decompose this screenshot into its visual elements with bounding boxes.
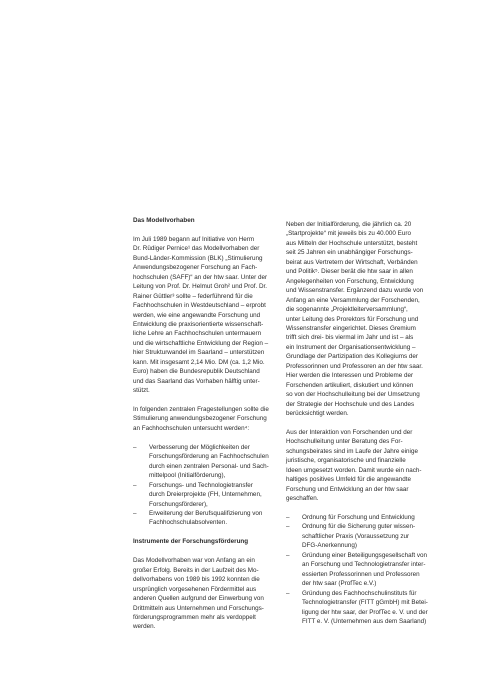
paragraph: Aus der Interaktion von Forschenden und der Hochschulleitung unter Beratung des For- schungsbeirates sind im Laufe der Jahre einige juristische, organisatorische und finanzielle Ideen umgesetzt worden. Damit wurde ein nach- haltiges positives Umfeld für die angewandte Forschung und Entwicklung an der htw saar geschaffen.	[286, 428, 422, 503]
paragraph: In folgenden zentralen Fragestellungen sollte die Stimulierung anwendungsbezogener Forschung an Fachhochschulen untersucht werden⁴:	[133, 406, 269, 432]
section-heading-instrumente: Instrumente der Forschungsförderung	[133, 538, 249, 546]
section-heading-modellvorhaben: Das Modellvorhaben	[133, 217, 195, 224]
list-item: – Forschungs- und Technologietransfer durch Dreierprojekte (FH, Unternehmen, Forschungsförderer),	[133, 481, 262, 508]
paragraph: Neben der Initialförderung, die jährlich ca. 20 „Startprojekte“ mit jeweils bis zu 40.000 Euro aus Mitteln der Hochschule unterstützt, besteht seit 25 Jahren ein unabhängiger Forschungs- beirat aus Vertretern der Wirtschaft, Verbänden und Politik⁵. Dieser berät die htw saar in allen Angelegenheiten von Forschung, Entwicklung und Wissenstransfer. Ergänzend dazu wurde von Anfang an eine Versammlung der Forschenden, die sogenannte „Projektleiterversammlung“, unter Leitung des Prorektors für Forschung und Wissenstransfer eingerichtet. Dieses Gremium trifft sich drei- bis viermal im Jahr und ist – als ein Instrument der Organisationsentwicklung – Grundlage der Partizipation des Kollegiums der Professorinnen und Professoren an der htw saar. Hier werden die Interessen und Probleme der Forschenden artikuliert, diskutiert und können so von der Hochschulleitung bei der Umsetzung der Strategie der Hochschule und des Landes berücksichtigt werden.	[286, 221, 424, 418]
list-item: – Ordnung für Forschung und Entwicklung	[286, 514, 415, 522]
list-item: – Gründung einer Beteiligungsgesellschaft von an Forschung und Technologietransfer inter- essierten Professorinnen und Professoren der htw saar (ProfTec e.V.)	[286, 551, 427, 588]
list-item: – Ordnung für die Sicherung guter wissen- schaftlicher Praxis (Voraussetzung zur DFG-Anerkennung)	[286, 523, 416, 550]
dash-bullet: –	[133, 443, 137, 451]
paragraph: Im Juli 1989 begann auf Initiative von Herm Dr. Rüdiger Pernice¹ das Modellvorhaben der Bund-Länder-Kommission (BLK) „Stimulierung Anwendungsbezogener Forschung an Fach- hochschulen (SAFF)“ an der htw saar. Unter der Leitung von Prof. Dr. Helmut Groh² und Prof. Dr. Rainer Güttler³ sollte – federführend für die Fachhochschulen in Westdeutschland – erprobt werden, wie eine angewandte Forschung und Entwicklung die praxisorientierte wissenschaft- liche Lehre an Fachhochschulen untermauern und die wirtschaftliche Entwicklung der Region – hier Strukturwandel im Saarland – unterstützen kann. Mit insgesamt 2,14 Mio. DM (ca. 1,2 Mio. Euro) haben die Bundesrepublik Deutschland und das Saarland das Vorhaben hälftig unter- stützt.	[133, 235, 269, 395]
left-column	[133, 216, 275, 632]
dash-bullet: –	[133, 510, 137, 517]
right-column	[286, 220, 428, 626]
dash-bullet: –	[286, 589, 290, 597]
dash-bullet: –	[286, 514, 290, 522]
dash-bullet: –	[286, 551, 290, 559]
list-item: – Gründung des Fachhochschulinstituts für Technologietransfer (FITT gGmbH) mit Betei- ligung der htw saar, der ProfTec e. V. und der FITT e. V. (Unternehmen aus dem Saarland)	[286, 589, 428, 625]
list-item: – Verbesserung der Möglichkeiten der Forschungsförderung an Fachhochschulen durch einen zentralen Personal- und Sach- mittelpool (Initialförderung),	[133, 443, 269, 480]
bullet-list	[133, 443, 275, 528]
dash-bullet: –	[286, 523, 290, 531]
dash-bullet: –	[133, 481, 137, 489]
paragraph: Das Modellvorhaben war von Anfang an ein großer Erfolg. Bereits in der Laufzeit des Mo- dellvorhabens von 1989 bis 1992 konnten die ursprünglich vorgesehenen Fördermittel aus anderen Quellen aufgrund der Einwerbung von Drittmitteln aus Unternehmen und Forschungs- förderungsprogrammen mehr als verdoppelt werden.	[133, 557, 264, 631]
bullet-list	[286, 513, 428, 626]
list-item: – Erweiterung der Berufsqualifizierung von Fachhochschulabsolventen.	[133, 510, 263, 527]
